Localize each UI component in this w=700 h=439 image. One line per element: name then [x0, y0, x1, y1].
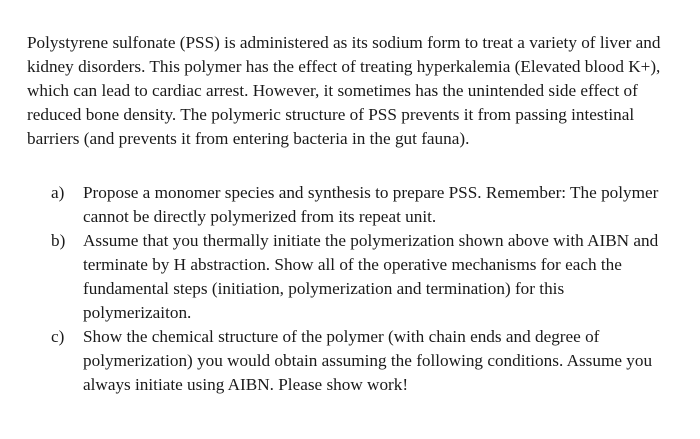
question-c-text: Show the chemical structure of the polymer (with chain ends and degree of polymerization) you would obtain assuming the following conditions. Assume you always initiate using AIBN. Please show work! — [83, 327, 653, 394]
question-b — [27, 229, 672, 325]
intro-paragraph: Polystyrene sulfonate (PSS) is administered as its sodium form to treat a variety of liver and kidney disorders. This polymer has the effect of treating hyperkalemia (Elevated blood K+), which can lead to cardiac arrest. However, it sometimes has the unintended side effect of reduced bone density. The polymeric structure of PSS prevents it from passing intestinal barriers (and prevents it from entering bacteria in the gut fauna). — [27, 33, 661, 148]
question-b-marker: b) — [51, 231, 66, 250]
question-a — [27, 181, 672, 229]
question-c — [27, 325, 672, 397]
question-b-text: Assume that you thermally initiate the polymerization shown above with AIBN and terminate by H abstraction. Show all of the operative mechanisms for each the fundamental steps (initiation, polymerization and termination) for this polymerizaiton. — [83, 231, 659, 322]
question-list — [27, 181, 672, 397]
question-c-marker: c) — [51, 327, 65, 346]
question-a-marker: a) — [51, 183, 65, 202]
question-a-text: Propose a monomer species and synthesis to prepare PSS. Remember: The polymer cannot be directly polymerized from its repeat unit. — [83, 183, 659, 226]
